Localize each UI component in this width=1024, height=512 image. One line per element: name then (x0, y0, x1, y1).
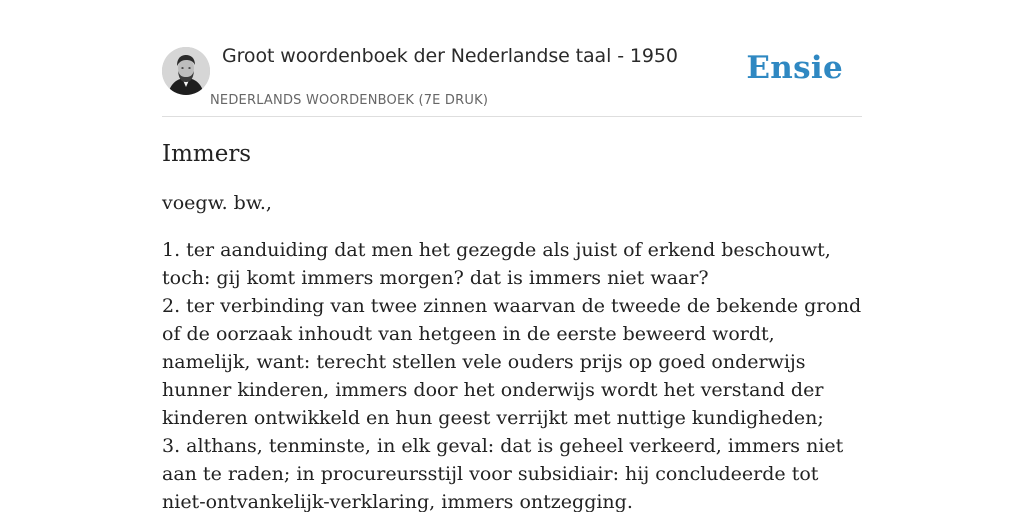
definition-item: 3. althans, tenminste, in elk geval: dat is geheel verkeerd, immers niet aan te raden; in procureursstijl voor subsidiair: hij concludeerde tot niet-ontvankelijk-verklaring, immers ontzegging. (162, 435, 844, 512)
dictionary-subtitle[interactable]: NEDERLANDS WOORDENBOEK (7E DRUK) (210, 93, 489, 108)
ensie-logo[interactable]: Ensie (746, 50, 843, 86)
portrait-image (162, 47, 210, 95)
entry-word: Immers (162, 141, 252, 167)
definition-item: 2. ter verbinding van twee zinnen waarvan de tweede de bekende grond of de oorzaak inhoudt van hetgeen in de eerste beweerd wordt, namelijk, want: terecht stellen vele ouders prijs op goed onderwijs hunner kinderen, immers door het onderwijs wordt het verstand der kinderen ontwikkeld en hun geest verrijkt met nuttige kundigheden; (162, 295, 862, 429)
part-of-speech: voegw. bw., (162, 192, 272, 214)
definition-list (162, 236, 866, 512)
author-avatar[interactable] (162, 47, 210, 95)
dictionary-title[interactable]: Groot woordenboek der Nederlandse taal - 1950 (222, 45, 678, 67)
entry-content (162, 138, 866, 512)
dictionary-header (162, 0, 862, 117)
definition-item: 1. ter aanduiding dat men het gezegde als juist of erkend beschouwt, toch: gij komt immers morgen? dat is immers niet waar? (162, 239, 831, 289)
